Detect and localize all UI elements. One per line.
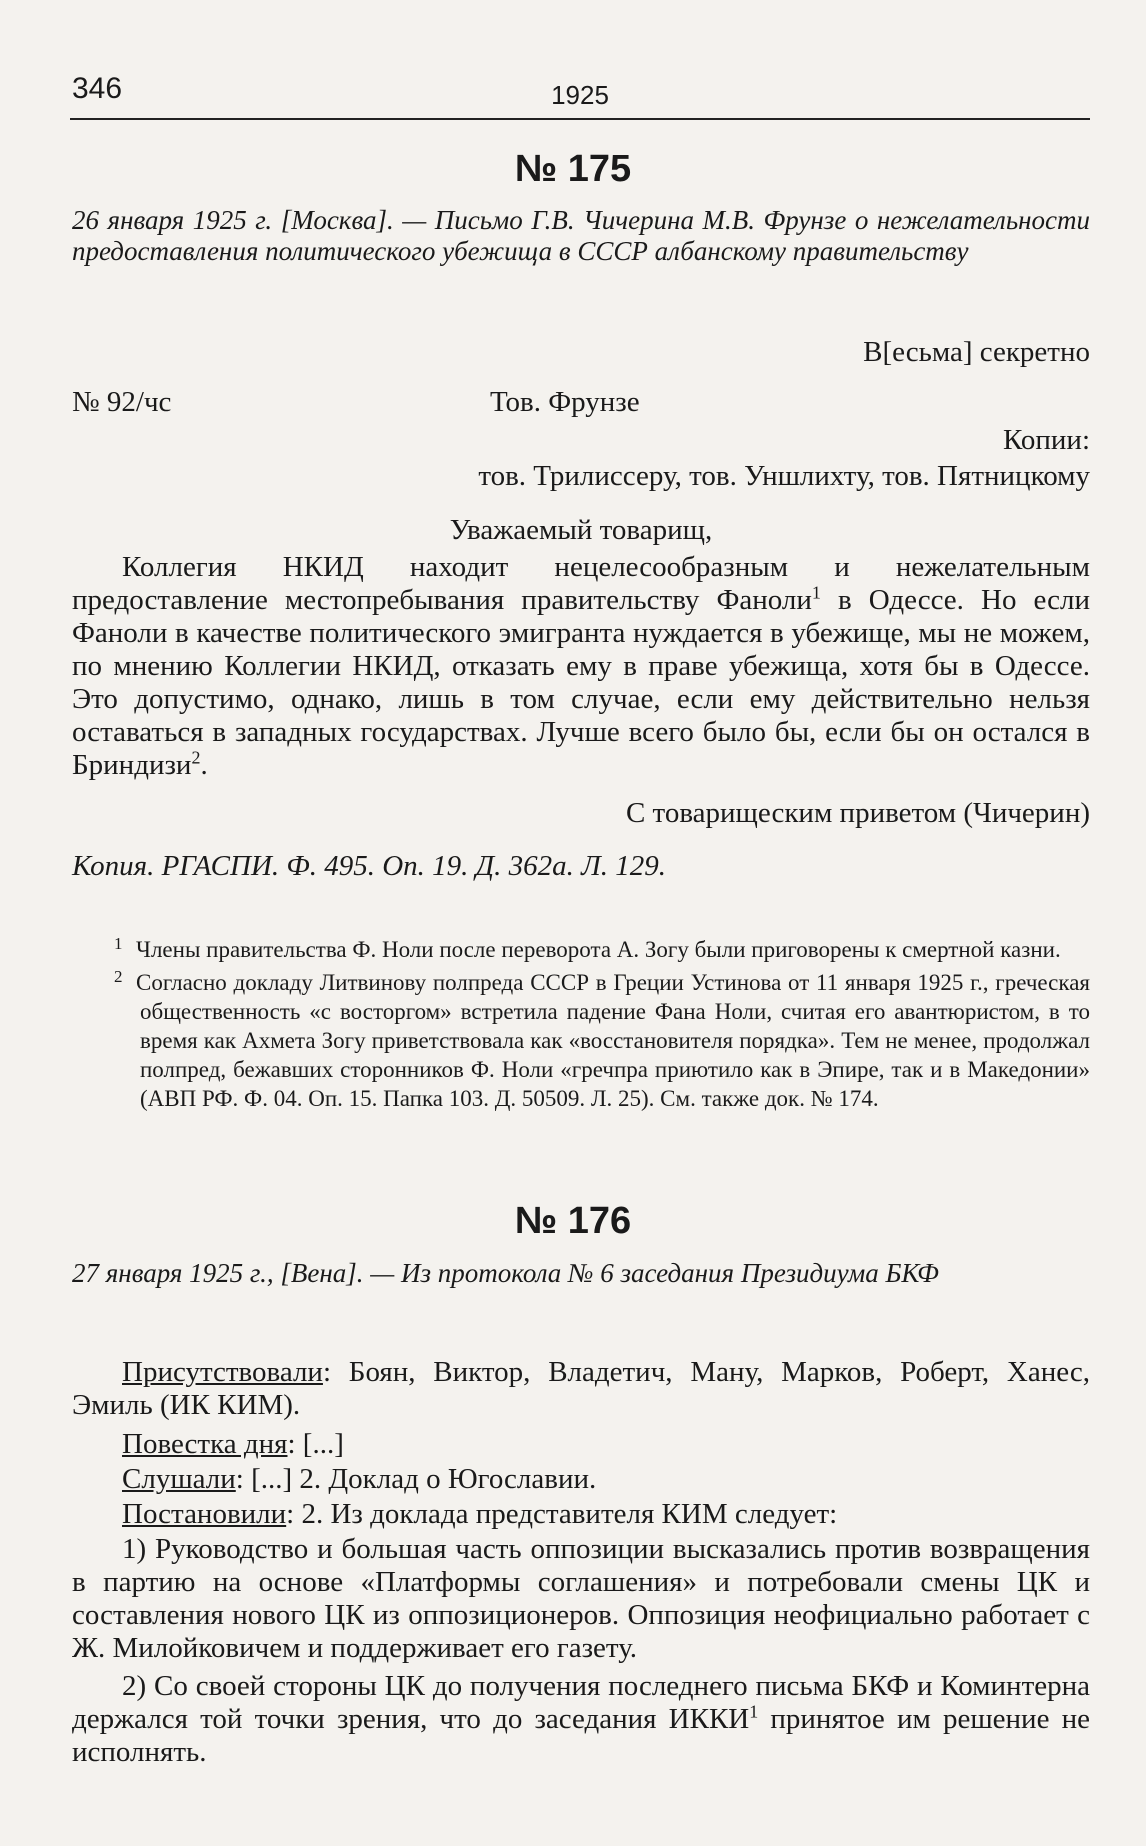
- footnote-ref-ikki: 1: [749, 1701, 759, 1722]
- footnote-2: [72, 968, 1090, 1113]
- footnote-1-mark: 1: [114, 934, 123, 953]
- page-number: 346: [72, 72, 123, 105]
- doc-176-title: 27 января 1925 г., [Вена]. — Из протокола № 6 заседания Президиума БКФ: [72, 1258, 939, 1288]
- agenda-text: : [...]: [287, 1428, 344, 1460]
- doc-176-point-2: [72, 1670, 1090, 1769]
- doc-175-classification: В[есьма] секретно: [863, 336, 1090, 368]
- point-2-part2: принятое им решение не исполнять.: [72, 1703, 1090, 1768]
- page-header: [70, 66, 1090, 120]
- footnote-1-text: Члены правительства Ф. Ноли после переворота А. Зогу были приговорены к смертной казни.: [136, 937, 1061, 962]
- doc-175-addressee: Тов. Фрунзе: [490, 386, 640, 418]
- doc-176-number: № 176: [514, 1200, 632, 1242]
- doc-175-ref-row: [72, 386, 1090, 419]
- point-2-part1: 2) Со своей стороны ЦК до получения последнего письма БКФ и Коминтерна держался той точки зрения, что до заседания ИККИ: [72, 1670, 1090, 1735]
- doc-176-point-1: 1) Руководство и большая часть оппозиции высказались против возвращения в партию на основе «Платформы соглашения» и потребовали смены ЦК и составления нового ЦК из оппозиционеров. Оппозиция неофициально работает с Ж. Милойковичем и поддерживает его газету.: [72, 1533, 1090, 1664]
- present-label: Присутствовали: [122, 1356, 323, 1388]
- doc-175-source: Копия. РГАСПИ. Ф. 495. Оп. 19. Д. 362а. Л. 129.: [72, 850, 666, 882]
- footnote-2-mark: 2: [114, 967, 123, 986]
- doc-175-body-part2: в Одессе. Но если Фаноли в качестве политического эмигранта нуждается в убежище, мы не можем, по мнению Коллегии НКИД, отказать ему в праве убежища, хотя бы в Одессе. Это допустимо, однако, лишь в том случае, если ему действительно нельзя оставаться в западных государствах. Лучше всего было бы, если бы он остался в Бриндизи: [72, 584, 1090, 781]
- footnote-ref-2: 2: [191, 747, 201, 768]
- footnote-ref-1: 1: [811, 582, 821, 603]
- heard-label: Слушали: [122, 1463, 236, 1495]
- doc-176-present: [72, 1356, 1090, 1422]
- resolved-text: : 2. Из доклада представителя КИМ следует:: [286, 1498, 838, 1530]
- agenda-label: Повестка дня: [122, 1428, 288, 1460]
- doc-175-copies: тов. Трилиссеру, тов. Уншлихту, тов. Пятницкому: [478, 460, 1090, 492]
- doc-175-copies-label: Копии:: [1002, 424, 1090, 456]
- doc-175-ref-number: № 92/чс: [72, 386, 172, 418]
- doc-175-body-part1: Коллегия НКИД находит нецелесообразным и нежелательным предоставление местопребывания правительству Фаноли: [72, 551, 1090, 616]
- doc-176-resolved: [72, 1498, 1090, 1531]
- doc-175-body-part3: .: [200, 749, 208, 781]
- doc-175-number: № 175: [514, 148, 632, 190]
- doc-176-agenda: [72, 1428, 1090, 1461]
- doc-175-closing: С товарищеским приветом (Чичерин): [625, 797, 1090, 829]
- doc-175-body: [72, 551, 1090, 782]
- footnote-1: [72, 935, 1090, 964]
- doc-176-heard: [72, 1463, 1090, 1496]
- footnote-2-text: Согласно докладу Литвинову полпреда СССР в Греции Устинова от 11 января 1925 г., греческая общественность «с восторгом» встретила падение Фана Ноли, считая его авантюристом, в то время как Ахмета Зогу приветствовала как «восстановителя порядка». Тем не менее, продолжал полпред, бежавших сторонников Ф. Ноли «гречпра приютило как в Эпире, так и в Македонии» (АВП РФ. Ф. 04. Оп. 15. Папка 103. Д. 50509. Л. 25). См. также док. № 174.: [136, 970, 1090, 1111]
- resolved-label: Постановили: [122, 1498, 287, 1530]
- running-head-year: 1925: [551, 80, 609, 110]
- heard-text: : [...] 2. Доклад о Югославии.: [235, 1463, 597, 1495]
- present-text: : Боян, Виктор, Владетич, Ману, Марков, Роберт, Ханес, Эмиль (ИК КИМ).: [72, 1356, 1090, 1421]
- doc-175-title: 26 января 1925 г. [Москва]. — Письмо Г.В. Чичерина М.В. Фрунзе о нежелательности предоставления политического убежища в СССР албанскому правительству: [72, 205, 1090, 266]
- doc-175-footnotes: [72, 935, 1090, 1113]
- doc-175-salutation: Уважаемый товарищ,: [449, 514, 713, 546]
